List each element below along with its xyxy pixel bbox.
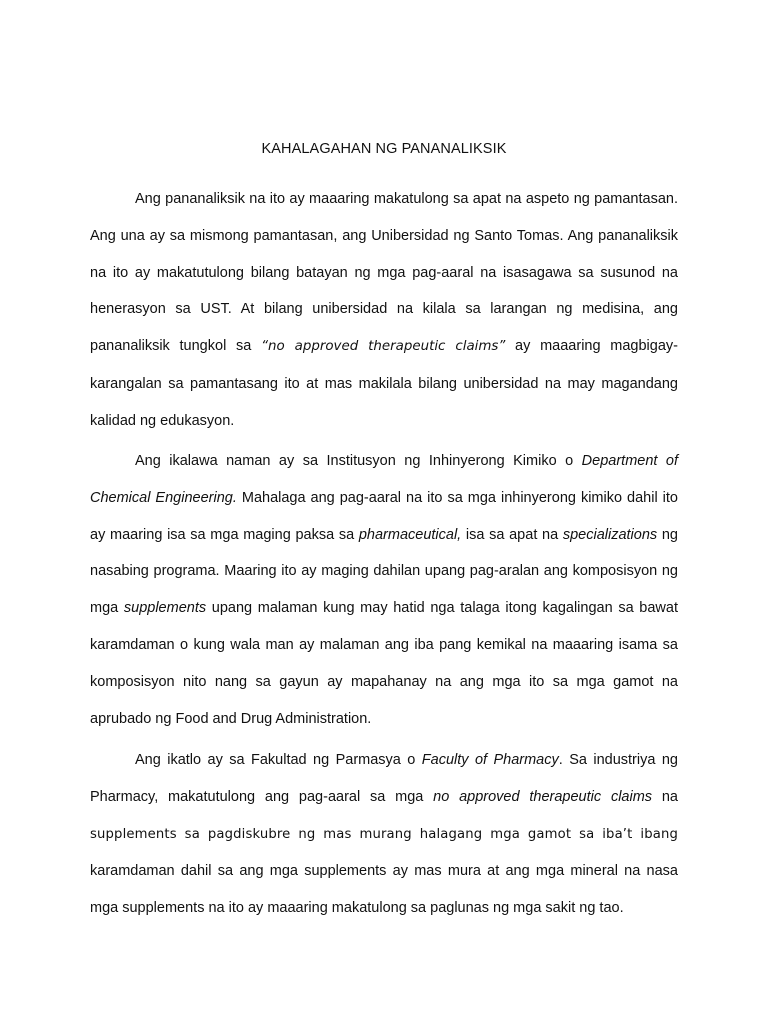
paragraph-2-term-supplements: supplements	[123, 600, 207, 617]
paragraph-1-quote: “no approved therapeutic claims”	[261, 339, 506, 355]
paragraph-2-text-b: Mahalaga ang pag-aaral na ito sa mga inhinyerong kimiko dahil ito ay maaring isa sa mga maging paksa sa	[90, 489, 678, 543]
paragraph-1-text-b: ay maaaring magbigay-karangalan sa pamantasang ito at mas makilala bilang unibersidad na may magandang kalidad ng edukasyon.	[90, 338, 678, 429]
paragraph-2-term-specializations: specializations	[562, 526, 658, 543]
paragraph-2-text-d: ng nasabing programa. Maaring ito ay maging dahilan upang pag-aralan ang komposisyon ng mga	[90, 526, 678, 617]
paragraph-3-text-e: karamdaman dahil sa ang mga supplements ay mas mura at ang mga mineral na nasa mga supplements na ito ay maaaring makatulong sa paglunas ng mga sakit ng tao.	[90, 863, 678, 917]
paragraph-2-term-department: Department of Chemical Engineering.	[90, 453, 678, 506]
paragraph-3-text-b: . Sa industriya ng Pharmacy, makatutulong ang pag-aaral sa mga	[90, 752, 678, 805]
paragraph-3-term-faculty: Faculty of Pharmacy	[421, 752, 559, 768]
paragraph-3-text-c: na	[652, 788, 678, 805]
page-title: KAHALAGAHAN NG PANANALIKSIK	[261, 141, 507, 157]
paragraph-3-term-claims: no approved therapeutic claims	[433, 788, 653, 805]
paragraph-1	[90, 181, 678, 440]
paragraph-1-text-a: Ang pananaliksik na ito ay maaaring makatulong sa apat na aspeto ng pamantasan. Ang una ay sa mismong pamantasan, ang Unibersidad ng Santo Tomas. Ang pananaliksik na ito ay makatutulong bilang batayan ng mga pag-aaral na isasagawa sa susunod na henerasyon sa UST. At bilang unibersidad na kilala sa larangan ng medisina, ang pananaliksik tungkol sa	[90, 191, 678, 355]
paragraph-3-text-d: supplements sa pagdiskubre ng mas murang halagang mga gamot sa iba’t ibang	[90, 826, 678, 842]
paragraph-2-term-pharmaceutical: pharmaceutical,	[358, 526, 462, 543]
paragraph-2-text-e: upang malaman kung may hatid nga talaga itong kagalingan sa bawat karamdaman o kung wala man ay malaman ang iba pang kemikal na maaaring isama sa komposisyon nito nang sa gayun ay mapahanay na ang mga ito sa mga gamot na aprubado ng Food and Drug Administration.	[90, 600, 678, 727]
paragraph-3	[90, 742, 678, 927]
paragraph-2	[90, 443, 678, 737]
paragraph-3-text-a: Ang ikatlo ay sa Fakultad ng Parmasya o	[135, 752, 422, 768]
paragraph-2-text-c: isa sa apat na	[461, 526, 563, 543]
paragraph-2-text-a: Ang ikalawa naman ay sa Institusyon ng Inhinyerong Kimiko o	[135, 453, 582, 469]
